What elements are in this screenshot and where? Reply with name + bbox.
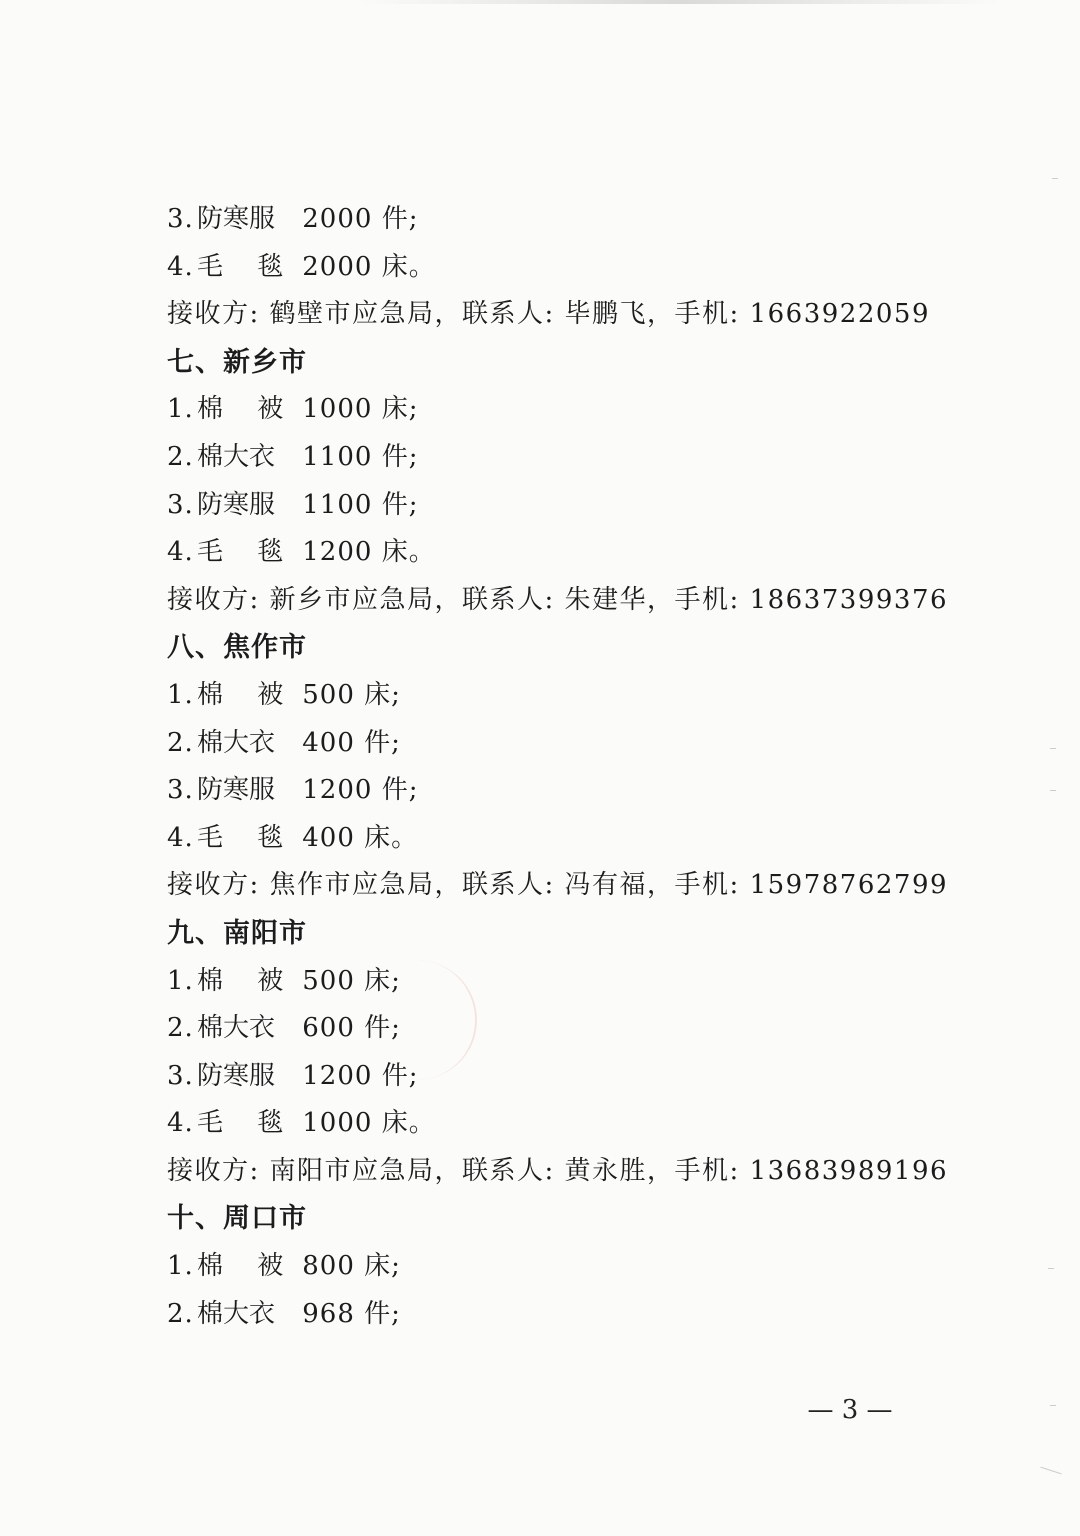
item-name: 毛 毯 <box>197 537 284 568</box>
item-number: 4. <box>167 537 194 568</box>
supply-item <box>167 529 927 577</box>
supply-item <box>167 386 927 434</box>
item-name: 毛 毯 <box>197 822 284 853</box>
page-number: — 3 — <box>807 1395 893 1425</box>
item-number: 1. <box>167 394 194 425</box>
item-name: 棉 被 <box>197 394 284 425</box>
receiver-contact: 接收方: 新乡市应急局，联系人: 朱建华，手机: 18637399376 <box>167 584 949 615</box>
item-quantity: 1000 床。 <box>302 1108 436 1139</box>
item-number: 2. <box>167 441 194 472</box>
item-name: 棉大衣 <box>197 727 276 758</box>
supply-item <box>167 1005 927 1053</box>
supply-item <box>167 815 927 863</box>
item-quantity: 800 床; <box>302 1251 401 1282</box>
item-number: 3. <box>167 1060 194 1091</box>
supply-item <box>167 672 927 720</box>
city-heading: 七、新乡市 <box>167 346 307 378</box>
supply-item <box>167 1243 927 1291</box>
city-heading: 八、焦作市 <box>167 632 307 664</box>
supply-item <box>167 196 927 244</box>
receiver-contact: 接收方: 鹤壁市应急局，联系人: 毕鹏飞，手机: 1663922059 <box>167 299 930 330</box>
item-name: 棉 被 <box>197 1251 284 1282</box>
item-quantity: 1200 件; <box>302 1060 419 1091</box>
item-number: 2. <box>167 1298 194 1329</box>
item-quantity: 500 床; <box>302 679 401 710</box>
item-quantity: 2000 床。 <box>302 251 436 282</box>
supply-item <box>167 1100 927 1148</box>
item-name: 防寒服 <box>197 204 276 234</box>
scan-speck <box>1040 1467 1061 1475</box>
item-number: 3. <box>167 489 194 520</box>
item-number: 2. <box>167 1013 194 1044</box>
item-number: 4. <box>167 1108 194 1139</box>
item-name: 毛 毯 <box>197 1108 284 1139</box>
supply-item <box>167 244 927 292</box>
scan-speck <box>1050 790 1056 791</box>
item-quantity: 1100 件; <box>302 441 419 472</box>
item-number: 1. <box>167 679 194 710</box>
item-name: 毛 毯 <box>197 251 284 282</box>
item-quantity: 1100 件; <box>302 489 419 520</box>
item-quantity: 400 件; <box>302 727 401 758</box>
document-body <box>167 196 949 1338</box>
scan-speck <box>1050 748 1056 749</box>
item-name: 棉 被 <box>197 965 284 996</box>
item-name: 防寒服 <box>197 1060 276 1091</box>
item-number: 1. <box>167 965 194 996</box>
item-quantity: 1200 床。 <box>302 537 436 568</box>
scan-speck <box>1050 1405 1056 1406</box>
scan-speck <box>1048 1268 1054 1269</box>
supply-item <box>167 1291 927 1339</box>
item-number: 4. <box>167 822 194 853</box>
item-number: 2. <box>167 727 194 758</box>
supply-item <box>167 434 927 482</box>
item-number: 3. <box>167 775 194 806</box>
supply-item <box>167 958 927 1006</box>
item-name: 棉大衣 <box>197 1298 276 1329</box>
item-quantity: 400 床。 <box>302 822 419 853</box>
item-number: 1. <box>167 1251 194 1282</box>
city-heading: 九、南阳市 <box>167 917 307 949</box>
item-quantity: 600 件; <box>302 1013 401 1044</box>
item-quantity: 500 床; <box>302 965 401 996</box>
item-name: 防寒服 <box>197 775 276 806</box>
supply-item <box>167 1053 927 1101</box>
item-name: 棉大衣 <box>197 1013 276 1044</box>
item-number: 4. <box>167 251 194 282</box>
scan-speck <box>1052 178 1058 179</box>
item-quantity: 2000 件; <box>302 204 419 234</box>
supply-item <box>167 767 927 815</box>
city-heading: 十、周口市 <box>167 1203 307 1235</box>
item-name: 棉大衣 <box>197 441 276 472</box>
item-quantity: 968 件; <box>302 1298 401 1329</box>
item-quantity: 1000 床; <box>302 394 419 425</box>
item-name: 棉 被 <box>197 679 284 710</box>
receiver-contact: 接收方: 焦作市应急局，联系人: 冯有福，手机: 15978762799 <box>167 870 949 901</box>
supply-item <box>167 482 927 530</box>
item-quantity: 1200 件; <box>302 775 419 806</box>
item-number: 3. <box>167 204 194 234</box>
item-name: 防寒服 <box>197 489 276 520</box>
scan-top-edge <box>360 0 1000 4</box>
receiver-contact: 接收方: 南阳市应急局，联系人: 黄永胜，手机: 13683989196 <box>167 1155 949 1186</box>
supply-item <box>167 720 927 768</box>
